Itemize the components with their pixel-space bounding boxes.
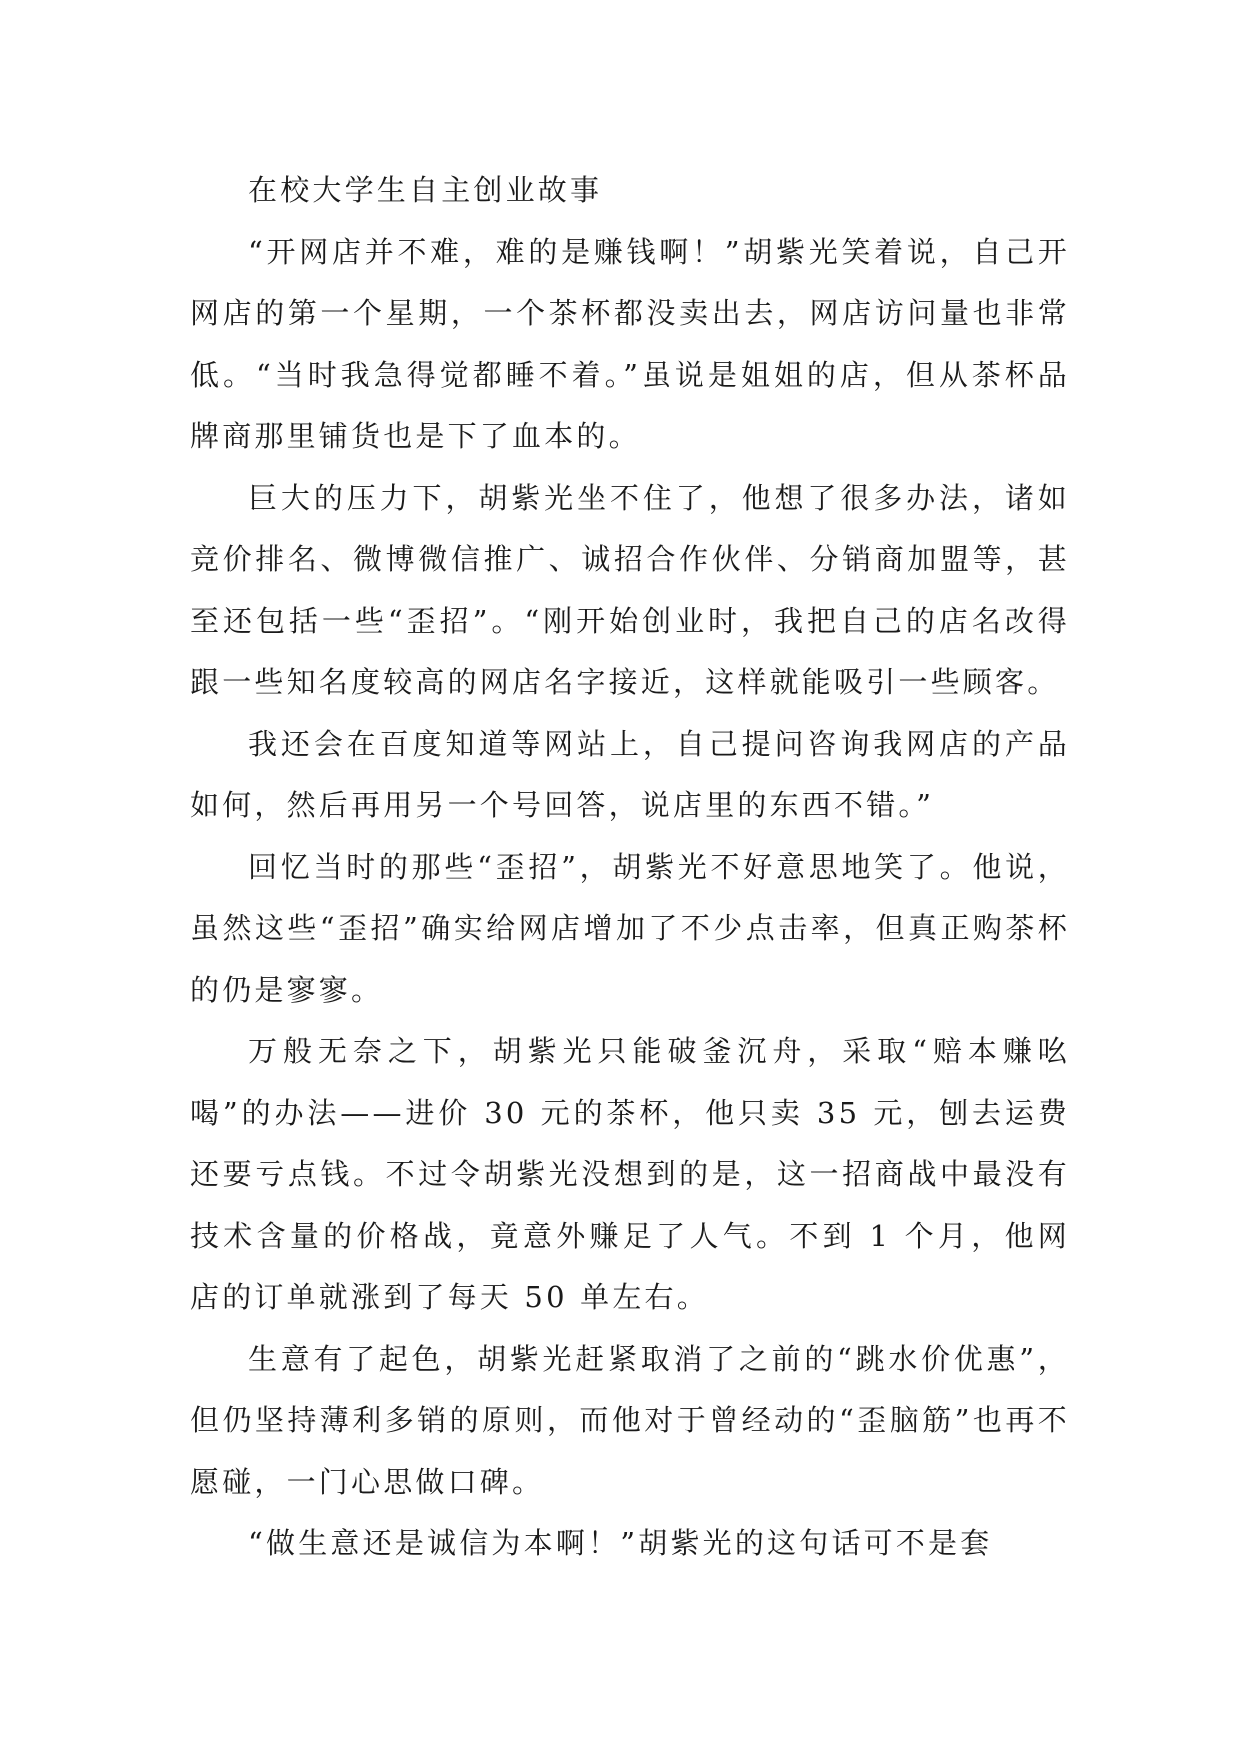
paragraph: “开网店并不难，难的是赚钱啊！”胡紫光笑着说，自己开网店的第一个星期，一个茶杯都没卖出去，网店访问量也非常低。“当时我急得觉都睡不着。”虽说是姐姐的店，但从茶杯品牌商那里铺货也是下了血本的。 bbox=[190, 234, 1070, 453]
paragraph: “做生意还是诚信为本啊！”胡紫光的这句话可不是套 bbox=[248, 1526, 993, 1560]
paragraph: 生意有了起色，胡紫光赶紧取消了之前的“跳水价优惠”，但仍坚持薄利多销的原则，而他对于曾经动的“歪脑筋”也再不愿碰，一门心思做口碑。 bbox=[190, 1341, 1070, 1499]
document-page bbox=[190, 160, 1070, 1575]
paragraph: 万般无奈之下，胡紫光只能破釜沉舟，采取“赔本赚吆喝”的办法——进价 30 元的茶杯，他只卖 35 元，刨去运费还要亏点钱。不过令胡紫光没想到的是，这一招商战中最没有技术含量的价格战，竟意外赚足了人气。不到 1 个月，他网店的订单就涨到了每天 50 单左右。 bbox=[190, 1034, 1070, 1314]
paragraph: 巨大的压力下，胡紫光坐不住了，他想了很多办法，诸如竞价排名、微博微信推广、诚招合作伙伴、分销商加盟等，甚至还包括一些“歪招”。“刚开始创业时，我把自己的店名改得跟一些知名度较高的网店名字接近，这样就能吸引一些顾客。 bbox=[190, 480, 1070, 699]
paragraph: 回忆当时的那些“歪招”，胡紫光不好意思地笑了。他说，虽然这些“歪招”确实给网店增加了不少点击率，但真正购茶杯的仍是寥寥。 bbox=[190, 849, 1070, 1007]
document-title: 在校大学生自主创业故事 bbox=[248, 173, 603, 207]
paragraph: 我还会在百度知道等网站上，自己提问咨询我网店的产品如何，然后再用另一个号回答，说店里的东西不错。” bbox=[190, 726, 1070, 822]
